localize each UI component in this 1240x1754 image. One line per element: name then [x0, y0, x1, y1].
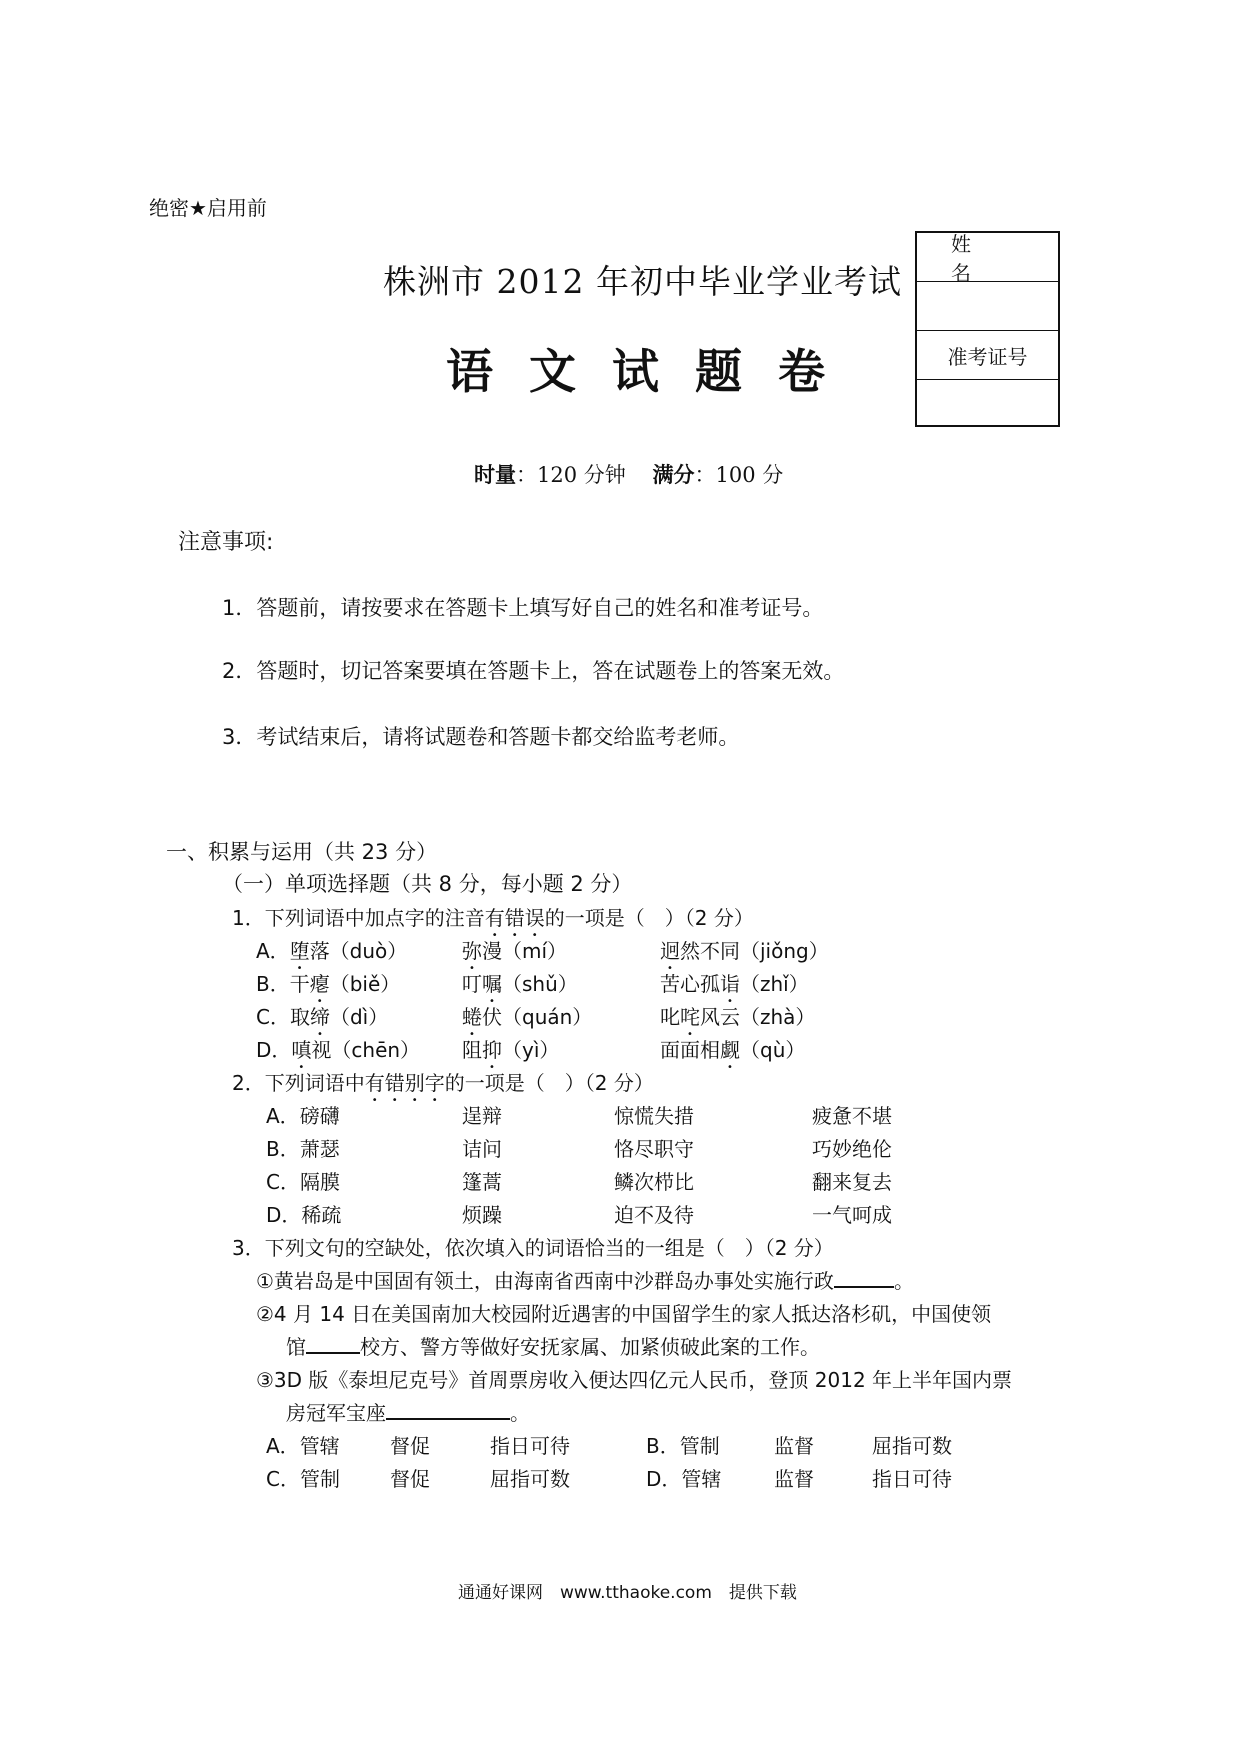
q2-option-word: 逞辩: [462, 1104, 502, 1128]
q3-option-word: 督促: [390, 1467, 430, 1491]
q2-option-word: 惊慌失措: [614, 1104, 694, 1128]
q3-option-c[interactable]: C．管制: [266, 1467, 340, 1491]
q3-option-d[interactable]: D．管辖: [646, 1467, 722, 1491]
fill-blank[interactable]: [306, 1334, 360, 1354]
q3-option-word: 屈指可数: [490, 1467, 570, 1491]
q3-option-a[interactable]: A．管辖: [266, 1434, 340, 1458]
section-title: 一、积累与运用（共 23 分）: [166, 840, 438, 864]
q1-option-c-word2: 蜷伏（quán）: [462, 1005, 593, 1029]
q2-option-word: 巧妙绝伦: [812, 1137, 892, 1161]
confidential-mark: 绝密★启用前: [149, 196, 267, 220]
question-2-stem: 2．下列词语中有错别字的一项是（ ）（2 分）: [232, 1071, 654, 1095]
q3-option-word: 屈指可数: [872, 1434, 952, 1458]
notice-item: 3．考试结束后，请将试题卷和答题卡都交给监考老师。: [222, 725, 740, 749]
duration-label: 时量: [474, 463, 516, 487]
q3-sentence-2-line1: ②4 月 14 日在美国南加大校园附近遇害的中国留学生的家人抵达洛杉矶，中国使领: [256, 1302, 992, 1326]
q1-option-b-word3: 苦心孤诣（zhǐ）: [660, 972, 809, 996]
q3-option-word: 监督: [774, 1434, 814, 1458]
q2-option-word: 诘问: [462, 1137, 502, 1161]
q3-option-word: 指日可待: [490, 1434, 570, 1458]
q3-sentence-3-line2: 房冠军宝座 。: [286, 1401, 530, 1425]
notice-heading: 注意事项:: [178, 530, 274, 555]
footer-credit: 通通好课网 www.tthaoke.com 提供下载: [458, 1583, 797, 1603]
q2-option-word: 一气呵成: [812, 1203, 892, 1227]
score-label: 满分: [652, 463, 695, 487]
q3-option-b[interactable]: B．管制: [646, 1434, 720, 1458]
question-1-stem: 1．下列词语中加点字的注音有错误的一项是（ ）（2 分）: [232, 906, 754, 930]
q1-option-d-word2: 阻抑（yì）: [462, 1038, 560, 1062]
q3-sentence-3-line1: ③3D 版《泰坦尼克号》首周票房收入便达四亿元人民币，登顶 2012 年上半年国内票: [256, 1368, 1013, 1392]
question-3-stem: 3．下列文句的空缺处，依次填入的词语恰当的一组是（ ）（2 分）: [232, 1236, 834, 1260]
name-input-cell[interactable]: [917, 282, 1058, 331]
q2-option-word: 恪尽职守: [614, 1137, 694, 1161]
duration-value: ：120 分钟: [516, 463, 626, 487]
notice-item: 1．答题前，请按要求在答题卡上填写好自己的姓名和准考证号。: [222, 596, 824, 620]
q1-option-b[interactable]: B．干瘪（biě）: [256, 972, 401, 996]
q3-option-word: 监督: [774, 1467, 814, 1491]
exam-id-label: 准考证号: [947, 344, 1028, 369]
q2-option-c[interactable]: C．隔膜: [266, 1170, 340, 1194]
time-score-line: [474, 459, 783, 489]
q1-option-d[interactable]: D．嗔视（chēn）: [256, 1038, 421, 1062]
q2-option-b[interactable]: B．萧瑟: [266, 1137, 340, 1161]
q3-option-word: 督促: [390, 1434, 430, 1458]
q3-option-word: 指日可待: [872, 1467, 952, 1491]
q1-option-b-word2: 叮嘱（shǔ）: [462, 972, 578, 996]
q1-option-a-word2: 弥漫（mí）: [462, 939, 568, 963]
q2-option-word: 烦躁: [462, 1203, 502, 1227]
paper-title: 语文试题卷: [446, 345, 861, 400]
exam-id-input-cell[interactable]: [917, 380, 1058, 425]
q1-option-a-word3: 迥然不同（jiǒng）: [660, 939, 829, 963]
notice-item: 2．答题时，切记答案要填在答题卡上，答在试题卷上的答案无效。: [222, 659, 845, 683]
exam-title: 株洲市 2012 年初中毕业学业考试: [383, 262, 902, 301]
emphasis-text: 有错误: [484, 906, 545, 930]
candidate-info-box: [915, 231, 1060, 427]
q2-option-word: 疲惫不堪: [812, 1104, 892, 1128]
q2-option-d[interactable]: D．稀疏: [266, 1203, 342, 1227]
name-label-cell: [917, 232, 1058, 285]
q3-sentence-2-line2: 馆 校方、警方等做好安抚家属、加紧侦破此案的工作。: [286, 1335, 820, 1359]
q2-option-word: 鳞次栉比: [614, 1170, 694, 1194]
score-value: ：100 分: [694, 463, 784, 487]
fill-blank[interactable]: [386, 1400, 510, 1420]
q1-option-a[interactable]: A．堕落（duò）: [256, 939, 408, 963]
q1-option-d-word3: 面面相觑（qù）: [660, 1038, 806, 1062]
q1-option-c-word3: 叱咤风云（zhà）: [660, 1005, 816, 1029]
q3-sentence-1: ①黄岩岛是中国固有领土，由海南省西南中沙群岛办事处实施行政 。: [256, 1269, 914, 1293]
name-label: 姓名: [951, 232, 1005, 285]
q1-option-c[interactable]: C．取缔（dì）: [256, 1005, 389, 1029]
q2-option-word: 翻来复去: [812, 1170, 892, 1194]
emphasis-text: 有错别字: [364, 1071, 445, 1095]
q2-option-a[interactable]: A．磅礴: [266, 1104, 340, 1128]
exam-id-label-cell: [917, 331, 1058, 380]
q2-option-word: 迫不及待: [614, 1203, 694, 1227]
q2-option-word: 篷蒿: [462, 1170, 502, 1194]
fill-blank[interactable]: [834, 1268, 894, 1288]
subsection-title: （一）单项选择题（共 8 分，每小题 2 分）: [222, 872, 633, 896]
